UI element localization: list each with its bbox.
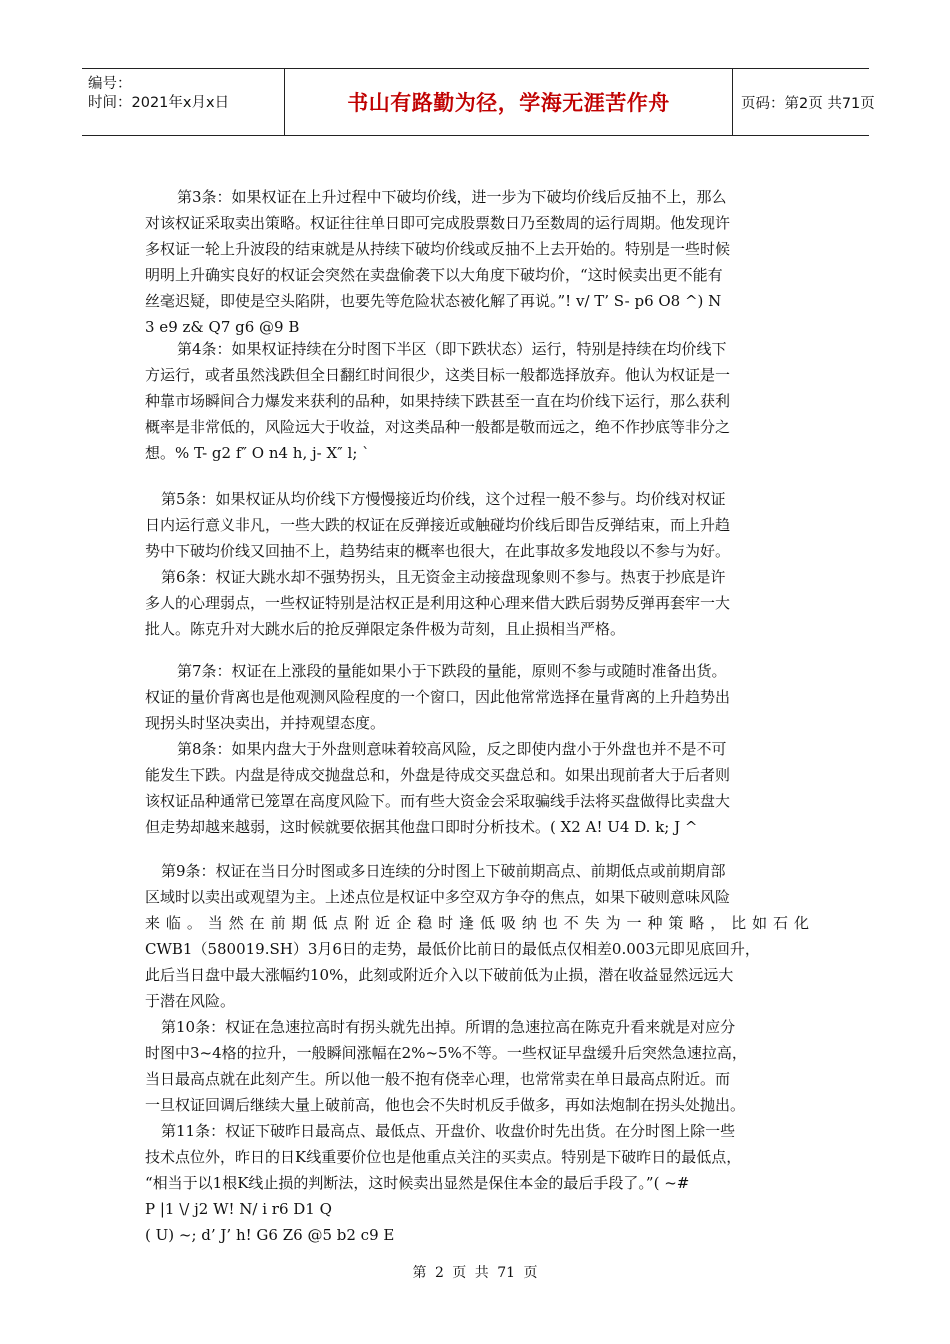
body-line: 第3条：如果权证在上升过程中下破均价线，进一步为下破均价线后反抽不上，那么 bbox=[177, 188, 727, 206]
body-line: 方运行，或者虽然浅跌但全日翻红时间很少，这类目标一般都选择放弃。他认为权证是一 bbox=[145, 366, 731, 384]
body-line: 第8条：如果内盘大于外盘则意味着较高风险，反之即使内盘小于外盘也并不是不可 bbox=[177, 740, 727, 758]
body-line: 3 e9 z& Q7 g6 @9 B bbox=[145, 318, 300, 336]
page-footer: 第 2 页 共 71 页 bbox=[412, 1265, 538, 1281]
body-line: 明明上升确实良好的权证会突然在卖盘偷袭下以大角度下破均价，“这时候卖出更不能有 bbox=[145, 266, 723, 284]
header-motto: 书山有路勤为径，学海无涯苦作舟 bbox=[347, 91, 670, 115]
body-line: 技术点位外，昨日的日K线重要价位也是他重点关注的买卖点。特别是下破昨日的最低点， bbox=[145, 1148, 742, 1166]
body-line: P |1 \/ j2 W! N/ i r6 D1 Q bbox=[145, 1200, 332, 1218]
body-line: 想。% T- g2 f″ O n4 h, j- X″ l; ` bbox=[145, 444, 370, 462]
document-date-label: 时间：2021年x月x日 bbox=[88, 95, 230, 111]
document-number-label: 编号： bbox=[88, 76, 132, 92]
body-line: 该权证品种通常已笼罩在高度风险下。而有些大资金会采取骗线手法将买盘做得比卖盘大 bbox=[145, 792, 731, 810]
body-line: “相当于以1根K线止损的判断法，这时候卖出显然是保住本金的最后手段了。”( ~# bbox=[145, 1174, 690, 1192]
body-line: 多权证一轮上升波段的结束就是从持续下破均价线或反抽不上去开始的。特别是一些时候 bbox=[145, 240, 731, 258]
body-line: 但走势却越来越弱，这时候就要依据其他盘口即时分析技术。( X2 A! U4 D. k; J ^ bbox=[145, 818, 698, 836]
body-line: CWB1（580019.SH）3月6日的走势，最低价比前日的最低点仅相差0.003元即见底回升， bbox=[145, 940, 760, 958]
body-line: 第6条：权证大跳水却不强势拐头，且无资金主动接盘现象则不参与。热衷于抄底是许 bbox=[161, 568, 726, 586]
body-line: 势中下破均价线又回抽不上，趋势结束的概率也很大，在此事故多发地段以不参与为好。 bbox=[145, 542, 731, 560]
body-line: 第10条：权证在急速拉高时有拐头就先出掉。所谓的急速拉高在陈克升看来就是对应分 bbox=[161, 1018, 736, 1036]
body-line: 权证的量价背离也是他观测风险程度的一个窗口，因此他常常选择在量背离的上升趋势出 bbox=[145, 688, 731, 706]
body-line: 当日最高点就在此刻产生。所以他一般不抱有侥幸心理，也常常卖在单日最高点附近。而 bbox=[145, 1070, 731, 1088]
body-line: 此后当日盘中最大涨幅约10%，此刻或附近介入以下破前低为止损，潜在收益显然远远大 bbox=[145, 966, 734, 984]
body-line: 来临。当然在前期低点附近企稳时逢低吸纳也不失为一种策略，比如石化 bbox=[145, 914, 809, 932]
body-line: 丝毫迟疑，即使是空头陷阱，也要先等危险状态被化解了再说。”! v/ T’ S- p6 O8 ^) N bbox=[145, 292, 722, 310]
body-line: 第4条：如果权证持续在分时图下半区（即下跌状态）运行，特别是持续在均价线下 bbox=[177, 340, 727, 358]
body-line: 于潜在风险。 bbox=[145, 992, 236, 1010]
body-line: 批人。陈克升对大跳水后的抢反弹限定条件极为苛刻，且止损相当严格。 bbox=[145, 620, 626, 638]
body-line: 第11条：权证下破昨日最高点、最低点、开盘价、收盘价时先出货。在分时图上除一些 bbox=[161, 1122, 736, 1140]
body-line: 第5条：如果权证从均价线下方慢慢接近均价线，这个过程一般不参与。均价线对权证 bbox=[161, 490, 726, 508]
body-line: 一旦权证回调后继续大量上破前高，他也会不失时机反手做多，再如法炮制在拐头处抛出。 bbox=[145, 1096, 746, 1114]
body-line: 第9条：权证在当日分时图或多日连续的分时图上下破前期高点、前期低点或前期肩部 bbox=[161, 862, 726, 880]
body-line: ( U) ~; d’ J’ h! G6 Z6 @5 b2 c9 E bbox=[145, 1226, 395, 1244]
body-line: 多人的心理弱点，一些权证特别是沽权正是利用这种心理来借大跌后弱势反弹再套牢一大 bbox=[145, 594, 731, 612]
header-page-info: 页码：第2页 共71页 bbox=[741, 95, 875, 112]
body-line: 时图中3~4格的拉升，一般瞬间涨幅在2%~5%不等。一些权证早盘缓升后突然急速拉高， bbox=[145, 1044, 747, 1062]
body-line: 概率是非常低的，风险远大于收益，对这类品种一般都是敬而远之，绝不作抄底等非分之 bbox=[145, 418, 731, 436]
body-line: 区域时以卖出或观望为主。上述点位是权证中多空双方争夺的焦点，如果下破则意味风险 bbox=[145, 888, 731, 906]
body-line: 日内运行意义非凡，一些大跌的权证在反弹接近或触碰均价线后即告反弹结束，而上升趋 bbox=[145, 516, 731, 534]
body-line: 能发生下跌。内盘是待成交抛盘总和，外盘是待成交买盘总和。如果出现前者大于后者则 bbox=[145, 766, 731, 784]
body-line: 第7条：权证在上涨段的量能如果小于下跌段的量能，原则不参与或随时准备出货。 bbox=[177, 662, 727, 680]
body-line: 现拐头时坚决卖出，并持观望态度。 bbox=[145, 714, 386, 732]
body-line: 种靠市场瞬间合力爆发来获利的品种，如果持续下跌甚至一直在均价线下运行，那么获利 bbox=[145, 392, 731, 410]
body-line: 对该权证采取卖出策略。权证往往单日即可完成股票数日乃至数周的运行周期。他发现许 bbox=[145, 214, 731, 232]
